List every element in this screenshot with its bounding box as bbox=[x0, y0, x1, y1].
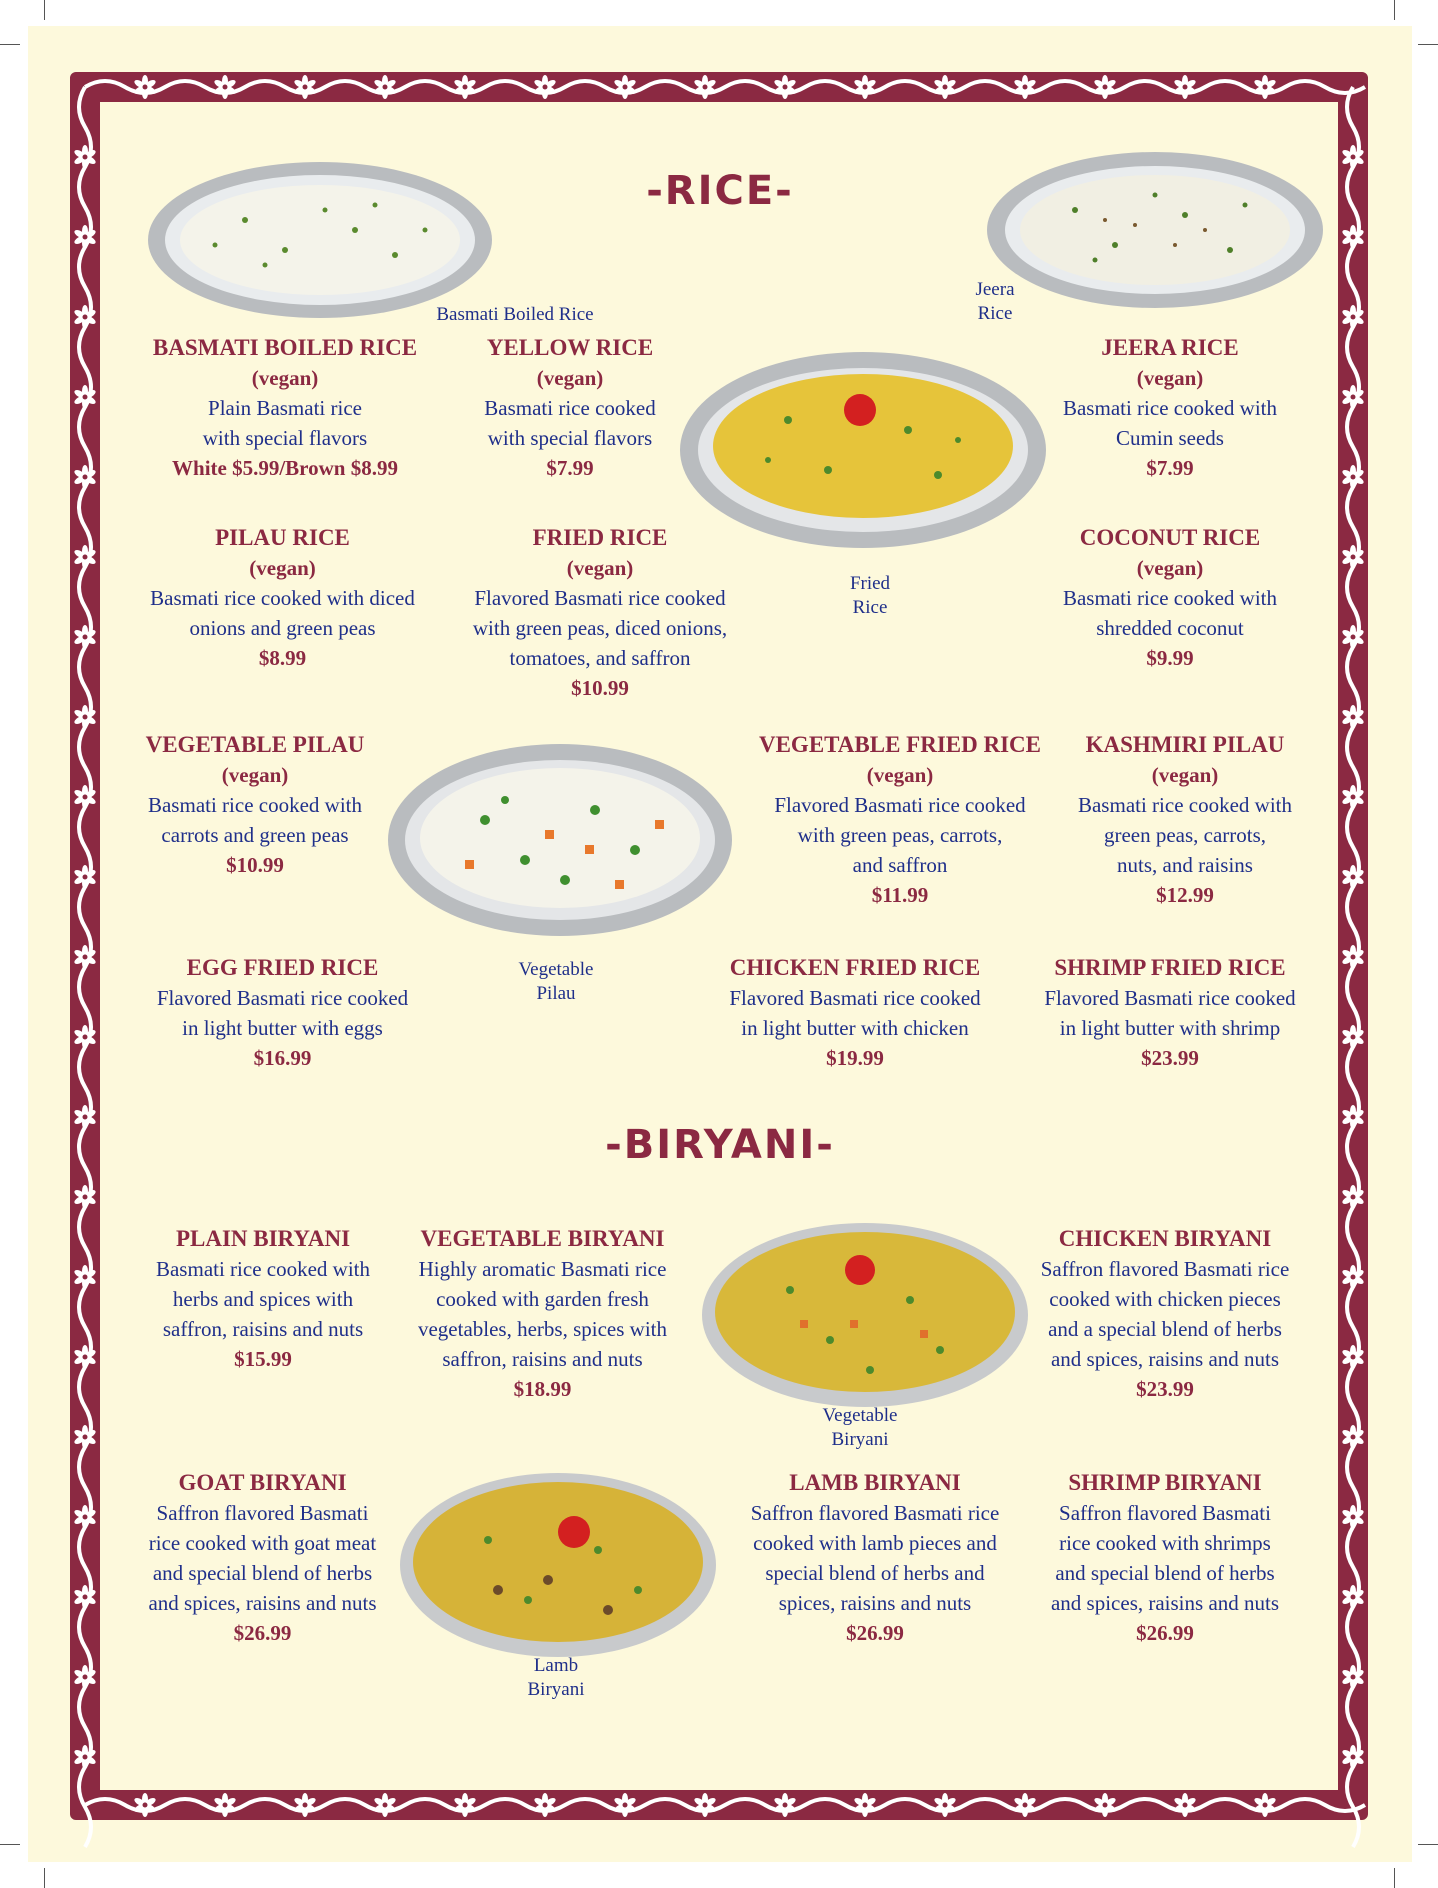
menu-item-coconut-rice: COCONUT RICE (vegan) Basmati rice cooked with shredded coconut $9.99 bbox=[1062, 525, 1278, 670]
menu-item-chicken-fried-rice: CHICKEN FRIED RICE Flavored Basmati rice cooked in light butter with chicken $19.99 bbox=[729, 955, 981, 1070]
jeera-rice-plate-image bbox=[985, 150, 1325, 310]
menu-item-lamb-biryani: LAMB BIRYANI Saffron flavored Basmati rice cooked with lamb pieces and special blend of herbs and spices, raisins and nuts $26.99 bbox=[750, 1470, 1000, 1645]
menu-item-basmati-boiled-rice: BASMATI BOILED RICE (vegan) Plain Basmati rice with special flavors White $5.99/Brown $8.99 bbox=[152, 335, 418, 480]
lamb-biryani-plate-image bbox=[398, 1470, 718, 1660]
menu-item-vegetable-pilau: VEGETABLE PILAU (vegan) Basmati rice cooked with carrots and green peas $10.99 bbox=[145, 732, 365, 877]
vegetable-pilau-caption: Vegetable Pilau bbox=[518, 959, 594, 1004]
vegetable-biryani-caption: Vegetable Biryani bbox=[822, 1405, 898, 1450]
menu-item-yellow-rice: YELLOW RICE (vegan) Basmati rice cooked with special flavors $7.99 bbox=[484, 335, 656, 480]
menu-item-shrimp-fried-rice: SHRIMP FRIED RICE Flavored Basmati rice cooked in light butter with shrimp $23.99 bbox=[1044, 955, 1296, 1070]
rice-section-title: -RICE- bbox=[646, 168, 794, 214]
menu-item-jeera-rice: JEERA RICE (vegan) Basmati rice cooked with Cumin seeds $7.99 bbox=[1062, 335, 1278, 480]
menu-item-kashmiri-pilau: KASHMIRI PILAU (vegan) Basmati rice cooked with green peas, carrots, nuts, and raisins $12.99 bbox=[1077, 732, 1293, 907]
fried-rice-plate-image bbox=[678, 350, 1048, 550]
lamb-biryani-caption: Lamb Biryani bbox=[527, 1655, 585, 1700]
jeera-rice-caption: Jeera Rice bbox=[975, 279, 1015, 324]
menu-item-fried-rice: FRIED RICE (vegan) Flavored Basmati rice cooked with green peas, diced onions, tomatoes, and saffron $10.99 bbox=[472, 525, 728, 700]
menu-item-shrimp-biryani: SHRIMP BIRYANI Saffron flavored Basmati rice cooked with shrimps and special blend of herbs and spices, raisins and nuts $26.99 bbox=[1050, 1470, 1280, 1645]
basmati-rice-caption: Basmati Boiled Rice bbox=[436, 304, 594, 325]
menu-item-plain-biryani: PLAIN BIRYANI Basmati rice cooked with herbs and spices with saffron, raisins and nuts $15.99 bbox=[155, 1226, 371, 1371]
biryani-section-title: -BIRYANI- bbox=[605, 1122, 835, 1168]
menu-item-vegetable-biryani: VEGETABLE BIRYANI Highly aromatic Basmati rice cooked with garden fresh vegetables, herbs, spices with saffron, raisins and nuts $18.99 bbox=[417, 1226, 668, 1401]
menu-item-goat-biryani: GOAT BIRYANI Saffron flavored Basmati rice cooked with goat meat and special blend of herbs and spices, raisins and nuts $26.99 bbox=[148, 1470, 377, 1645]
menu-item-pilau-rice: PILAU RICE (vegan) Basmati rice cooked with diced onions and green peas $8.99 bbox=[150, 525, 415, 670]
menu-item-vegetable-fried-rice: VEGETABLE FRIED RICE (vegan) Flavored Basmati rice cooked with green peas, carrots, and saffron $11.99 bbox=[758, 732, 1042, 907]
vegetable-pilau-plate-image bbox=[385, 740, 735, 940]
menu-item-chicken-biryani: CHICKEN BIRYANI Saffron flavored Basmati rice cooked with chicken pieces and a special blend of herbs and spices, raisins and nuts $23.99 bbox=[1040, 1226, 1290, 1401]
fried-rice-caption: Fried Rice bbox=[849, 573, 891, 618]
vegetable-biryani-plate-image bbox=[700, 1220, 1030, 1410]
basmati-rice-plate-image bbox=[145, 160, 495, 320]
menu-item-egg-fried-rice: EGG FRIED RICE Flavored Basmati rice cooked in light butter with eggs $16.99 bbox=[156, 955, 409, 1070]
